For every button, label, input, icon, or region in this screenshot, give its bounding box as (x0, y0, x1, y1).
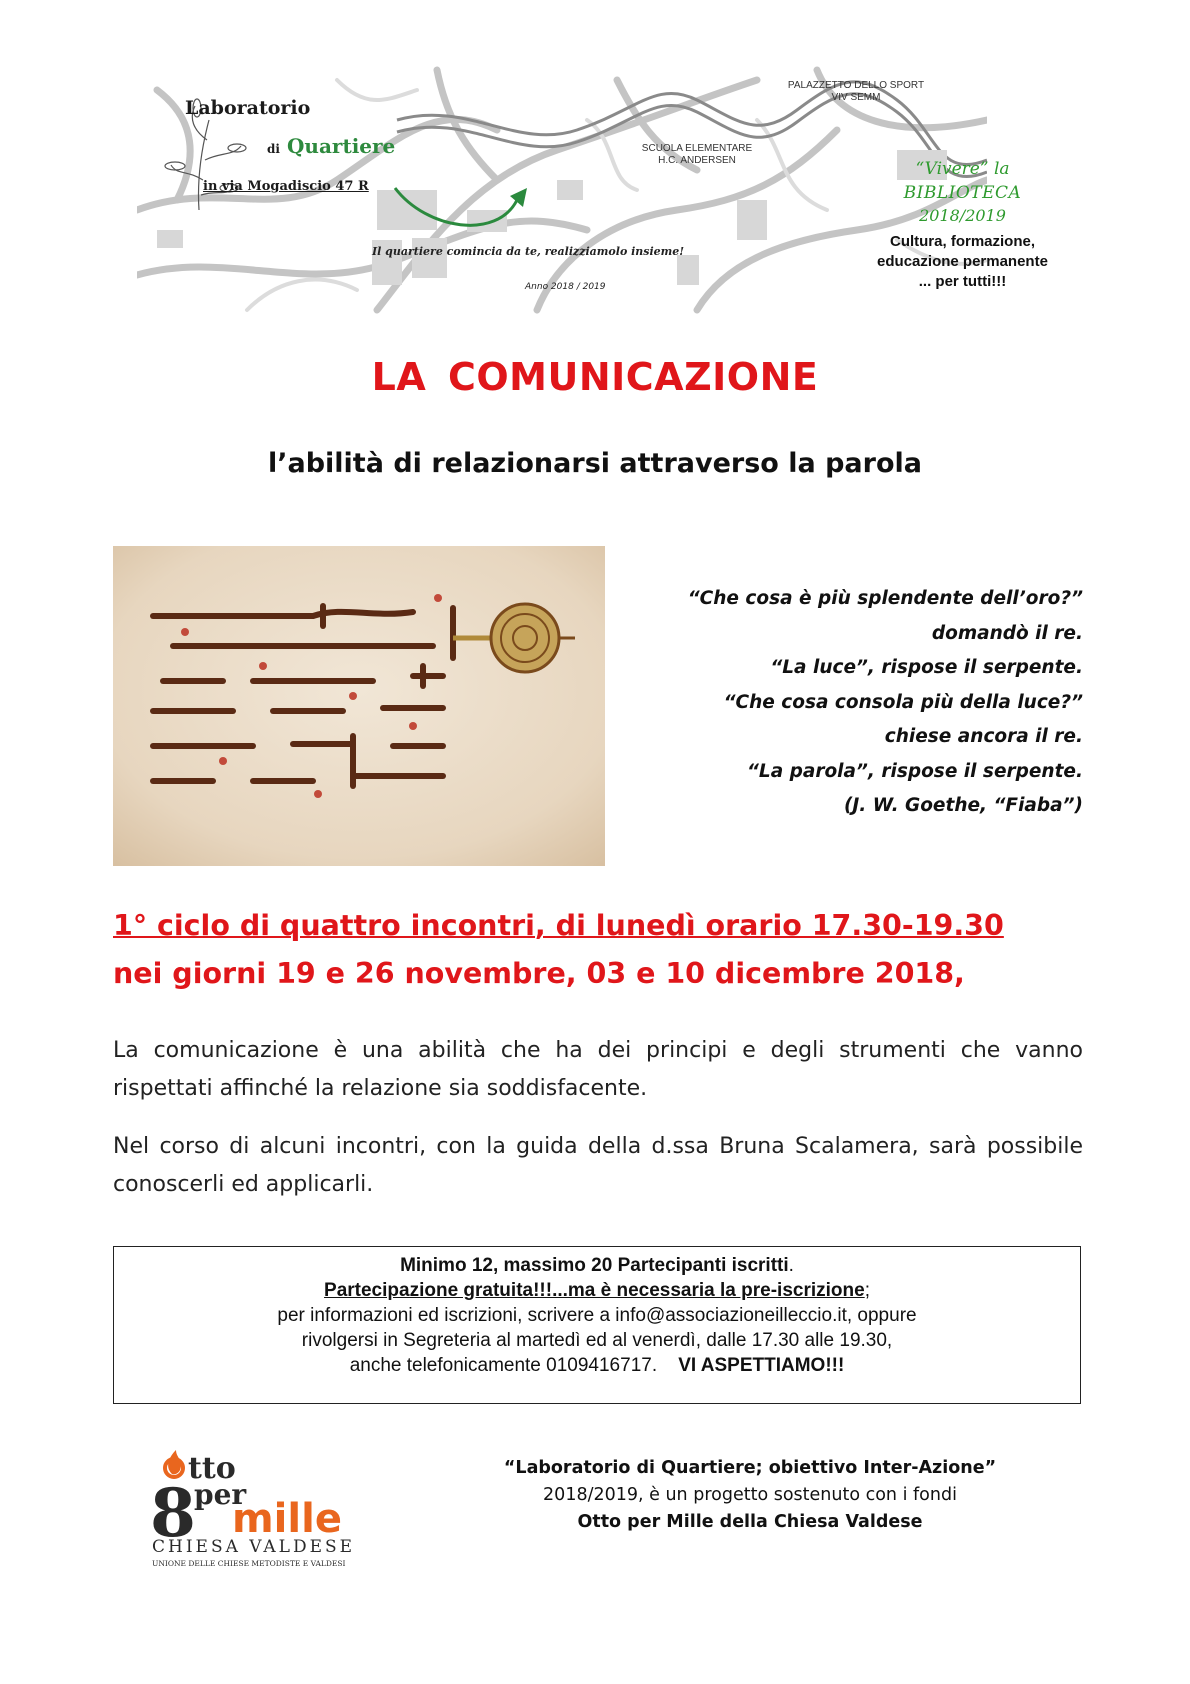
culture-line3: ... per tutti!!! (918, 273, 1007, 290)
manuscript-image (113, 546, 605, 866)
quote-line: “La parola”, rispose il serpente. (746, 760, 1083, 782)
laboratorio-address: in via Mogadiscio 47 R (203, 179, 369, 194)
map-label-school-line1: SCUOLA ELEMENTARE (641, 143, 753, 154)
phone-text: anche telefonicamente 0109416717. (349, 1355, 658, 1376)
quote-line: chiese ancora il re. (884, 726, 1083, 747)
quote-line: domandò il re. (931, 622, 1083, 644)
info-line1-end: . (788, 1255, 794, 1276)
map-slogan: Il quartiere comincia da te, realizziamolo insieme! (372, 245, 685, 258)
quote-attribution: (J. W. Goethe, “Fiaba”) (843, 795, 1083, 816)
registration-info-box (113, 1246, 1081, 1404)
info-line2-end: ; (864, 1280, 870, 1301)
map-label-school (627, 143, 767, 167)
laboratorio-title: Laboratorio (185, 97, 311, 119)
footer-line2: 2018/2019, è un progetto sostenuto con i fondi (543, 1485, 957, 1505)
page-subtitle: l’abilità di relazionarsi attraverso la parola (267, 448, 922, 479)
map-label-sport (781, 80, 931, 104)
footer-credits (450, 1455, 1050, 1536)
vivere-biblioteca (830, 157, 1095, 227)
logo-mille: mille (232, 1496, 342, 1542)
info-line1 (114, 1253, 1080, 1278)
info-line4: rivolgersi in Segreteria al martedì ed al venerdì, dalle 17.30 alle 19.30, (301, 1330, 893, 1351)
culture-tagline (830, 232, 1095, 292)
quote-line: “Che cosa consola più della luce?” (723, 691, 1083, 713)
map-label-sport-line1: PALAZZETTO DELLO SPORT (787, 80, 925, 91)
goethe-quote (600, 582, 1083, 824)
vivere-line3: 2018/2019 (919, 206, 1006, 225)
guide-paragraph: Nel corso di alcuni incontri, con la guida della d.ssa Bruna Scalamera, sarà possibile conoscerli ed applicarli. (113, 1134, 1083, 1197)
vivere-line2: BIBLIOTECA (903, 183, 1022, 203)
map-label-sport-line2: VIV SEMM (831, 92, 881, 103)
map-year: Anno 2018 / 2019 (525, 282, 606, 292)
footer-line3: Otto per Mille della Chiesa Valdese (577, 1512, 923, 1532)
logo-per: per (194, 1478, 247, 1511)
cycle-line2: nei giorni 19 e 26 novembre, 03 e 10 dicembre 2018, (113, 957, 965, 990)
page-title: LA COMUNICAZIONE (371, 355, 819, 399)
laboratorio-quartiere: Quartiere (287, 134, 396, 158)
culture-line1: Cultura, formazione, (889, 233, 1035, 250)
quote-line: “La luce”, rispose il serpente. (770, 657, 1083, 678)
logo-eight: 8 (150, 1474, 196, 1552)
logo-unione: UNIONE DELLE CHIESE METODISTE E VALDESI (152, 1559, 346, 1568)
free-participation: Partecipazione gratuita!!!...ma è necessaria la pre-iscrizione (324, 1280, 865, 1301)
vivere-line1: “Vivere” la (915, 159, 1010, 179)
participants-limits: Minimo 12, massimo 20 Partecipanti iscritti (400, 1255, 789, 1276)
logo-chiesa: CHIESA VALDESE (152, 1537, 356, 1557)
cycle-line1: 1° ciclo di quattro incontri, di lunedì orario 17.30-19.30 (113, 909, 1004, 942)
footer-line1: “Laboratorio di Quartiere; obiettivo Inter-Azione” (503, 1458, 997, 1478)
welcome-text: VI ASPETTIAMO!!! (678, 1355, 845, 1376)
info-line2 (114, 1278, 1080, 1303)
logo-otto: tto (188, 1451, 236, 1486)
map-label-school-line2: H.C. ANDERSEN (658, 155, 736, 166)
cycle-schedule (113, 902, 1113, 998)
info-line3: per informazioni ed iscrizioni, scrivere a info@associazioneilleccio.it, oppure (277, 1305, 917, 1326)
info-line5 (114, 1353, 1080, 1378)
quote-line: “Che cosa è più splendente dell’oro?” (687, 588, 1083, 609)
laboratorio-di: di (267, 142, 280, 156)
otto-per-mille-logo (150, 1448, 450, 1573)
culture-line2: educazione permanente (877, 253, 1048, 270)
intro-paragraph: La comunicazione è una abilità che ha dei principi e degli strumenti che vanno rispettati affinché la relazione sia soddisfacente. (113, 1038, 1083, 1101)
